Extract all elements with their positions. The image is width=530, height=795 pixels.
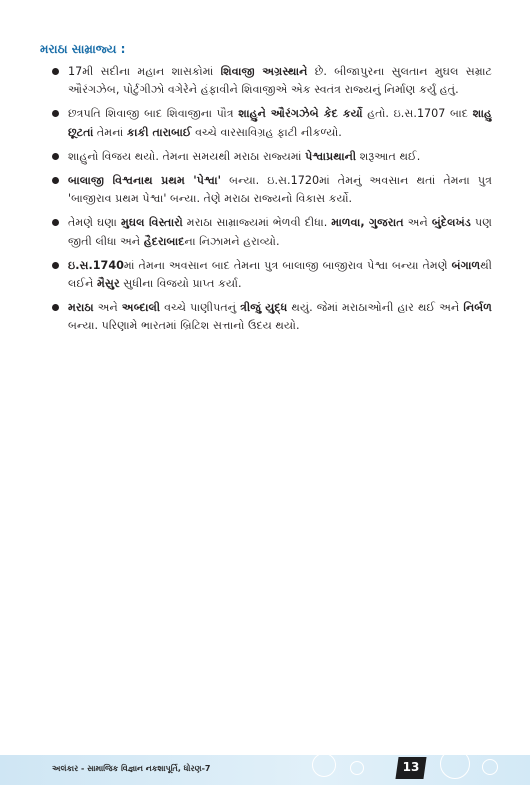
text-segment: અને <box>93 301 122 315</box>
bullet-text <box>68 105 492 141</box>
text-segment: થી લઈને <box>68 258 492 291</box>
text-segment: પણ જીતી લીધા અને <box>68 216 493 248</box>
text-segment: થયું. જેમાં મરાઠાઓની હાર થઈ અને <box>287 301 464 315</box>
bullet-item <box>52 105 492 141</box>
text-segment: બન્યા. પરિણામે ભારતમાં બ્રિટિશ સત્તાનો ઉદય થયો. <box>68 319 300 333</box>
text-segment: માં તેમના અવસાન બાદ તેમના પુત્ર બાલાજી બાજીરાવ પેશ્વા બન્યા તેમણે <box>123 258 452 272</box>
bold-text: બાલાજી વિશ્વનાથ પ્રથમ 'પેશ્વા' <box>68 174 222 188</box>
text-segment: બન્યા. ઇ.સ.1720માં તેમનું અવસાન થતાં તેમના પુત્ર 'બાજીરાવ પ્રથમ પેશ્વા' બન્યા. તેણે મરાઠા રાજ્યનો વિકાસ કર્યો. <box>68 174 492 206</box>
bubble-decoration-icon <box>482 759 498 775</box>
text-segment: ના નિઝામને હરાવ્યો. <box>184 234 280 248</box>
bold-text: મૈસુર <box>97 277 120 291</box>
text-segment: શરૂઆત થઈ. <box>356 149 421 163</box>
text-segment: તેમનાં <box>93 125 127 139</box>
bullet-item <box>52 299 492 335</box>
bullet-item <box>52 63 492 99</box>
footer-bottom-strip <box>0 785 530 795</box>
bold-text: શાહુને ઔરંગઝેબે કેદ કર્યો <box>238 107 363 121</box>
bubble-decoration-icon <box>350 761 364 775</box>
bold-text: શિવાજી અગ્રસ્થાને <box>220 65 308 78</box>
bold-text: હૈદરાબાદ <box>143 234 185 248</box>
bold-text: માળવા, ગુજરાત <box>331 216 404 230</box>
bullet-dot-icon <box>52 262 59 269</box>
bullet-list <box>52 63 492 342</box>
bold-text: મરાઠા <box>68 301 94 315</box>
bold-text: ઇ.સ.1740 <box>68 258 124 272</box>
page-footer <box>0 755 530 795</box>
bullet-item <box>52 172 492 208</box>
text-segment: સુધીના વિજયો પ્રાપ્ત કર્યા. <box>119 277 242 291</box>
bold-text: શાહુ છૂટતાં <box>68 107 492 139</box>
bullet-dot-icon <box>52 219 59 226</box>
page-number: 13 <box>402 760 420 774</box>
bullet-text <box>68 257 492 293</box>
bullet-dot-icon <box>52 68 59 75</box>
bullet-text <box>68 63 492 99</box>
bold-text: બુંદેલખંડ <box>431 216 471 230</box>
text-segment: અને <box>403 216 432 230</box>
bullet-dot-icon <box>52 304 59 311</box>
bullet-dot-icon <box>52 177 59 184</box>
bold-text: નિર્બળ <box>463 301 492 315</box>
text-segment: મરાઠા સામ્રાજ્યમાં ભેળવી દીધા. <box>182 216 332 230</box>
text-segment: છત્રપતિ શિવાજી બાદ શિવાજીના પૌત્ર <box>68 107 239 121</box>
text-segment: શાહુનો વિજય થયો. તેમના સમયથી મરાઠા રાજ્યમાં <box>68 149 306 163</box>
bold-text: કાકી તારાબાઈ <box>126 125 192 139</box>
bullet-text <box>68 148 492 166</box>
bold-text: પેશ્વાપ્રથાની <box>305 149 357 163</box>
bullet-text <box>68 214 492 250</box>
bullet-dot-icon <box>52 110 59 117</box>
text-segment: તેમણે ઘણા <box>68 216 121 230</box>
text-segment: વચ્ચે વારસાવિગ્રહ ફાટી નીકળ્યો. <box>191 125 342 139</box>
bullet-text <box>68 299 492 335</box>
bold-text: મુઘલ વિસ્તારો <box>120 216 183 230</box>
bullet-text <box>68 172 492 208</box>
bullet-item <box>52 214 492 250</box>
bullet-dot-icon <box>52 153 59 160</box>
footer-book-title: અલંકાર - સામાજિક વિજ્ઞાન નકશાપૂર્તિ, ધોરણ-7 <box>52 764 211 773</box>
bold-text: બંગાળ <box>451 258 481 272</box>
bullet-item <box>52 148 492 166</box>
bullet-item <box>52 257 492 293</box>
text-segment: 17મી સદીના મહાન શાસકોમાં <box>68 65 221 78</box>
bold-text: અબ્દાલી <box>121 301 161 315</box>
bold-text: ત્રીજું યુદ્ધ <box>240 301 288 315</box>
text-segment: હતો. ઇ.સ.1707 બાદ <box>362 107 473 121</box>
section-heading: મરાઠા સામ્રાજ્ય : <box>40 42 126 56</box>
text-segment: છે. બીજાપુરના સુલતાન મુઘલ સમ્રાટ ઔરંગઝેબ, પોર્ટુગીઝો વગેરેને હંફાવીને શિવાજીએ એક સ્વતંત્ર રાજ્યનું નિર્માણ કર્યું હતું. <box>68 65 492 97</box>
text-segment: વચ્ચે પાણીપતનું <box>160 301 241 315</box>
